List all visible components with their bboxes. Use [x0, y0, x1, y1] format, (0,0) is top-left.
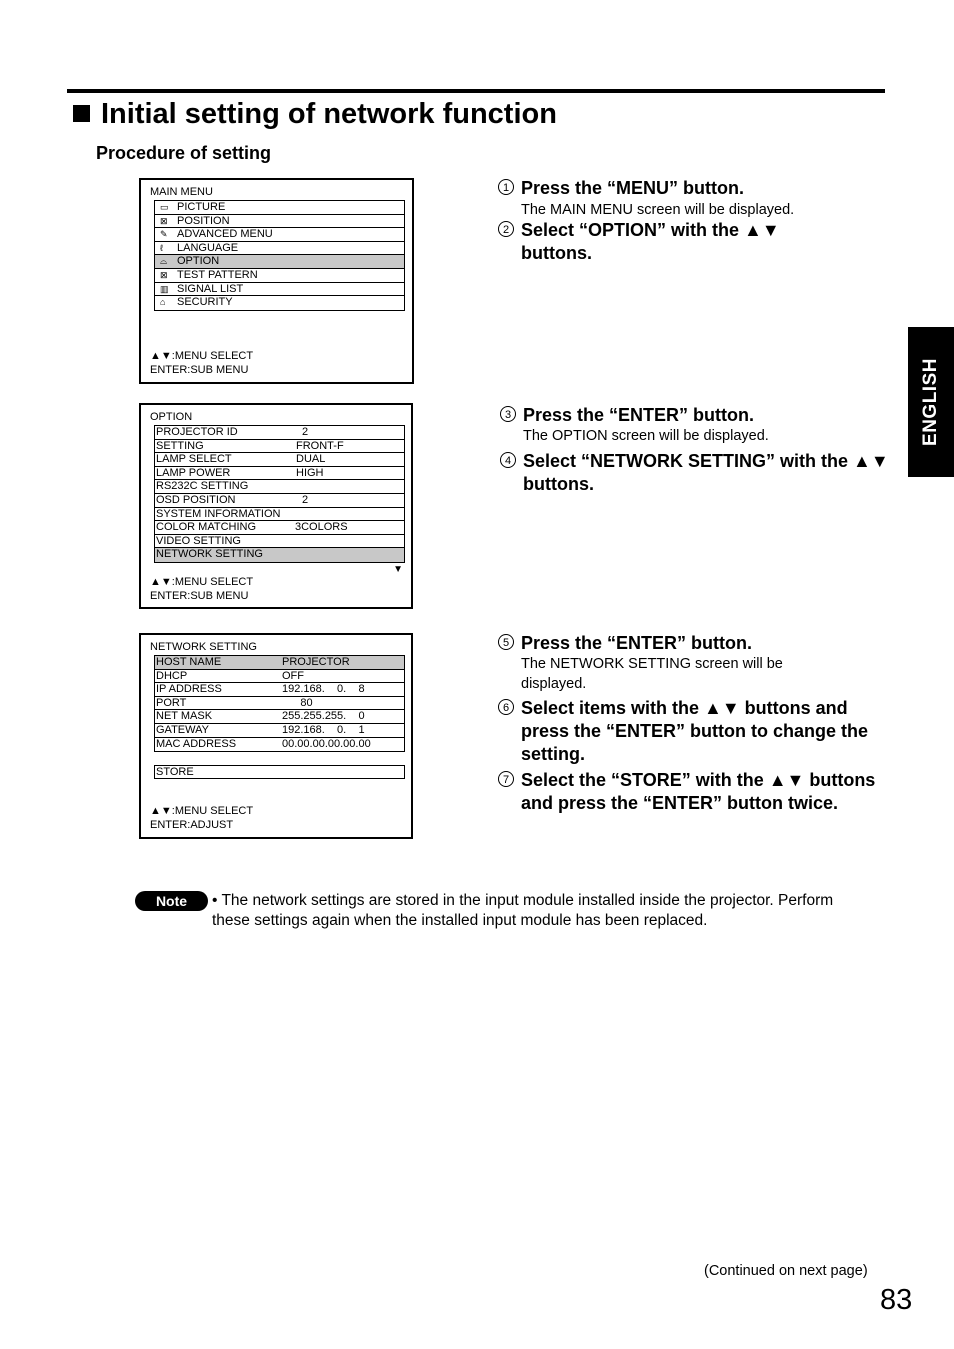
network-row-host-name[interactable]	[155, 656, 404, 670]
option-label: PROJECTOR ID	[156, 426, 238, 438]
option-label: SETTING	[156, 439, 204, 452]
menu-item-label: OPTION	[177, 255, 220, 268]
main-menu-footer-enter: ENTER:SUB MENU	[150, 364, 249, 376]
step-3	[500, 404, 890, 427]
step-5-text: Press the “ENTER” button.	[521, 633, 753, 653]
test-pattern-icon: ⊠	[160, 269, 168, 280]
menu-item-label: SECURITY	[177, 296, 233, 309]
step-number-1: 1	[498, 179, 514, 195]
square-bullet-icon	[73, 105, 90, 122]
option-screen	[139, 403, 413, 609]
continued-label: (Continued on next page)	[704, 1263, 868, 1279]
menu-item-language[interactable]	[155, 242, 404, 256]
option-label: COLOR MATCHING	[156, 521, 257, 534]
main-menu-screen	[139, 178, 414, 384]
option-row-lamp-power[interactable]	[155, 467, 404, 481]
menu-item-label: TEST PATTERN	[177, 268, 258, 281]
step-5-desc: The NETWORK SETTING screen will be displayed.	[521, 656, 783, 692]
network-footer-select: ▲▼:MENU SELECT	[150, 805, 254, 817]
option-footer-enter: ENTER:SUB MENU	[150, 590, 249, 602]
network-value: OFF	[282, 669, 304, 682]
menu-item-test-pattern[interactable]	[155, 269, 404, 283]
option-footer-select: ▲▼:MENU SELECT	[150, 576, 254, 588]
network-row-port[interactable]	[155, 697, 404, 711]
store-button[interactable]: STORE	[154, 765, 405, 779]
network-label: NET MASK	[156, 710, 213, 723]
step-number-2: 2	[498, 221, 514, 237]
option-value: 2	[302, 426, 309, 438]
network-value: 255.255.255. 0	[282, 710, 365, 723]
step-4	[500, 450, 890, 496]
option-label: SYSTEM INFORMATION	[156, 507, 281, 520]
step-7	[498, 769, 888, 815]
step-number-5: 5	[498, 634, 514, 650]
option-label: OSD POSITION	[156, 493, 236, 506]
option-row-system-information[interactable]	[155, 508, 404, 522]
option-icon: ⌓	[160, 256, 168, 267]
option-label: LAMP POWER	[156, 466, 231, 479]
menu-item-picture[interactable]	[155, 201, 404, 215]
step-number-3: 3	[500, 406, 516, 422]
step-2	[498, 219, 818, 265]
signal-list-icon: ▥	[160, 283, 169, 294]
option-value: 3COLORS	[295, 521, 348, 534]
option-value: DUAL	[296, 453, 326, 466]
page-title	[73, 98, 557, 131]
step-1-desc: The MAIN MENU screen will be displayed.	[521, 202, 795, 218]
menu-item-label: ADVANCED MENU	[177, 228, 273, 241]
security-icon: ⌂	[160, 297, 166, 308]
page-number: 83	[880, 1284, 913, 1316]
option-row-rs232c-setting[interactable]	[155, 480, 404, 494]
menu-item-signal-list[interactable]	[155, 283, 404, 297]
step-number-7: 7	[498, 771, 514, 787]
position-icon: ⊠	[160, 215, 168, 226]
network-label: MAC ADDRESS	[156, 737, 237, 750]
step-6-text: Select items with the ▲▼ buttons and press the “ENTER” button to change the setting.	[521, 698, 869, 764]
network-list	[154, 655, 405, 752]
language-icon: ℓ	[160, 242, 163, 253]
network-row-dhcp[interactable]	[155, 670, 404, 684]
option-row-osd-position[interactable]	[155, 494, 404, 508]
menu-item-label: SIGNAL LIST	[177, 282, 244, 295]
network-label: DHCP	[156, 669, 188, 682]
network-row-ip-address[interactable]	[155, 683, 404, 697]
menu-item-advanced-menu[interactable]	[155, 228, 404, 242]
main-menu-header: MAIN MENU	[150, 186, 213, 198]
step-3-desc: The OPTION screen will be displayed.	[523, 428, 769, 444]
page-title-text: Initial setting of network function	[101, 98, 557, 130]
top-rule	[67, 89, 885, 93]
option-list	[154, 425, 405, 563]
step-5	[498, 632, 888, 655]
menu-item-position[interactable]	[155, 215, 404, 229]
main-menu-list	[154, 200, 405, 311]
advanced-menu-icon: ✎	[160, 229, 168, 240]
section-subtitle: Procedure of setting	[96, 143, 272, 163]
side-tab-label: ENGLISH	[920, 358, 941, 446]
note-badge: Note	[135, 891, 208, 911]
option-value: 2	[302, 493, 309, 506]
menu-item-option[interactable]	[155, 255, 404, 269]
note-text: • The network settings are stored in the input module installed inside the projector. Perform these settings again when the installed input module has been replaced.	[212, 892, 834, 929]
network-value: 00.00.00.00.00.00	[282, 737, 371, 750]
network-value: PROJECTOR	[282, 656, 350, 668]
network-label: IP ADDRESS	[156, 683, 222, 696]
step-1	[498, 177, 888, 200]
step-2-text: Select “OPTION” with the ▲▼ buttons.	[521, 220, 780, 263]
network-row-net-mask[interactable]	[155, 710, 404, 724]
step-7-text: Select the “STORE” with the ▲▼ buttons and press the “ENTER” button twice.	[521, 770, 876, 813]
network-value: 192.168. 0. 1	[282, 723, 365, 736]
menu-item-security[interactable]	[155, 296, 404, 310]
option-label: RS232C SETTING	[156, 480, 249, 493]
step-1-text: Press the “MENU” button.	[521, 178, 745, 198]
menu-item-label: PICTURE	[177, 201, 226, 213]
step-3-text: Press the “ENTER” button.	[523, 405, 755, 425]
step-6	[498, 697, 888, 766]
option-row-setting[interactable]	[155, 440, 404, 454]
step-number-4: 4	[500, 452, 516, 468]
main-menu-footer-select: ▲▼:MENU SELECT	[150, 350, 254, 362]
picture-icon: ▭	[160, 202, 169, 212]
option-label: LAMP SELECT	[156, 453, 232, 466]
network-setting-screen	[139, 633, 413, 839]
option-row-network-setting[interactable]	[155, 548, 404, 562]
option-value: HIGH	[296, 466, 324, 479]
option-header: OPTION	[150, 411, 193, 423]
option-row-color-matching[interactable]	[155, 521, 404, 535]
network-label: PORT	[156, 696, 187, 709]
step-4-text: Select “NETWORK SETTING” with the ▲▼ buttons.	[523, 451, 889, 494]
language-side-tab	[908, 327, 954, 477]
network-value: 80	[282, 696, 313, 709]
network-label: GATEWAY	[156, 723, 209, 736]
option-label: VIDEO SETTING	[156, 534, 241, 547]
network-row-gateway[interactable]	[155, 724, 404, 738]
option-row-projector-id[interactable]	[155, 426, 404, 440]
network-label: HOST NAME	[156, 656, 222, 668]
menu-item-label: POSITION	[177, 214, 230, 227]
option-value: FRONT-F	[296, 439, 344, 452]
step-number-6: 6	[498, 699, 514, 715]
option-row-video-setting[interactable]	[155, 535, 404, 549]
menu-item-label: LANGUAGE	[177, 241, 239, 254]
network-row-mac-address[interactable]	[155, 738, 404, 752]
scroll-down-arrow-icon: ▼	[393, 564, 403, 575]
network-footer-enter: ENTER:ADJUST	[150, 819, 234, 831]
option-label: NETWORK SETTING	[156, 548, 263, 561]
network-header: NETWORK SETTING	[150, 641, 257, 653]
network-value: 192.168. 0. 8	[282, 683, 365, 696]
option-row-lamp-select[interactable]	[155, 453, 404, 467]
